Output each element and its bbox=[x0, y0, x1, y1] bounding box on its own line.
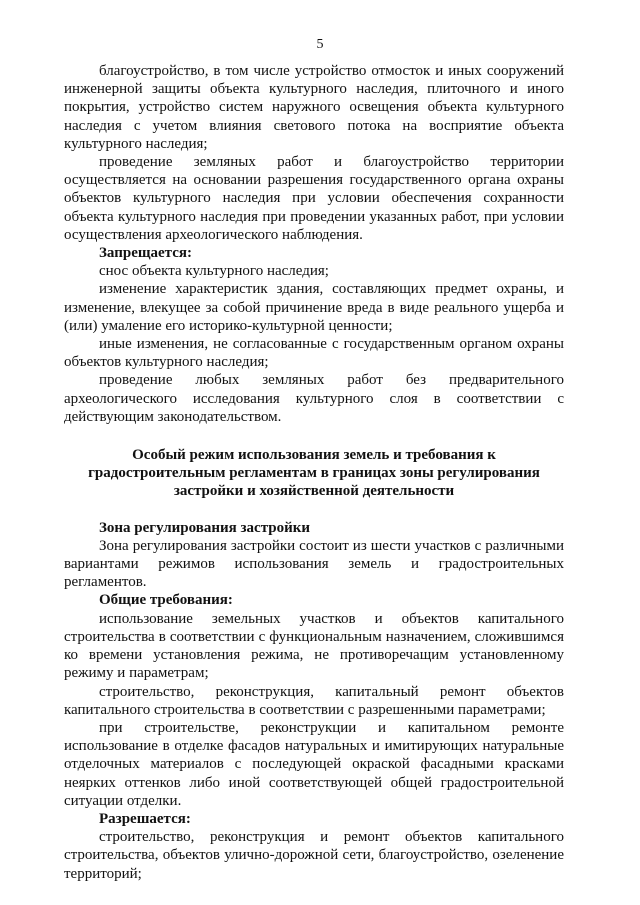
list-item-facade-finishing: при строительстве, реконструкции и капитальном ремонте использование в отделке фасадов натуральных и имитирующих натуральные отделочных материалов с последующей окраской фасадными красками неярких оттенков либо иной соответствующей общей градостроительной ситуации отделки. bbox=[64, 719, 564, 809]
document-body bbox=[64, 62, 564, 883]
list-item-permitted-construction: строительство, реконструкция и ремонт объектов капитального строительства, объектов улично-дорожной сети, благоустройство, озеленение территорий; bbox=[64, 829, 564, 882]
heading-prohibited: Запрещается: bbox=[99, 245, 193, 262]
paragraph-zone-description: Зона регулирования застройки состоит из шести участков с различными вариантами режимов использования земель и градостроительных регламентов. bbox=[64, 537, 564, 591]
paragraph-landscaping: благоустройство, в том числе устройство отмосток и иных сооружений инженерной защиты объекта культурного наследия, плиточного и иного покрытия, устройство систем наружного освещения объекта культурного наследия с учетом влияния светового потока на восприятие объекта культурного наследия; bbox=[64, 63, 564, 152]
page-number: 5 bbox=[316, 37, 324, 52]
list-item-characteristics-change: изменение характеристик здания, составляющих предмет охраны, и изменение, влекущее за собой причинение вреда в виде реального ущерба и (или) умаление его историко-культурной ценности; bbox=[64, 281, 564, 334]
list-item-construction: строительство, реконструкция, капитальный ремонт объектов капитального строительства в соответствии с разрешенными параметрами; bbox=[64, 683, 564, 718]
list-item-land-use: использование земельных участков и объектов капитального строительства в соответствии с функциональным назначением, сложившимся ко времени установления режима, не противоречащим установленному режиму и параметрам; bbox=[64, 610, 564, 682]
subsection-title: Зона регулирования застройки bbox=[99, 519, 311, 536]
heading-permitted: Разрешается: bbox=[99, 810, 191, 827]
paragraph-earthworks: проведение земляных работ и благоустройство территории осуществляется на основании разрешения государственного органа охраны объектов культурного наследия при условии обеспечения сохранности объекта культурного наследия при проведении указанных работ, при условии осуществления археологического наблюдения. bbox=[64, 154, 564, 243]
list-item-earthworks-prohibited: проведение любых земляных работ без предварительного археологического исследования культурного слоя в соответствии с действующим законодательством. bbox=[64, 372, 564, 425]
section-title: Особый режим использования земель и требования к градостроительным регламентам в границах зоны регулирования застройки и хозяйственной деятельности bbox=[88, 447, 540, 500]
heading-general-requirements: Общие требования: bbox=[99, 592, 233, 609]
list-item-unapproved-changes: иные изменения, не согласованные с государственным органом охраны объектов культурного наследия; bbox=[64, 336, 564, 371]
list-item-demolition: снос объекта культурного наследия; bbox=[99, 263, 329, 280]
